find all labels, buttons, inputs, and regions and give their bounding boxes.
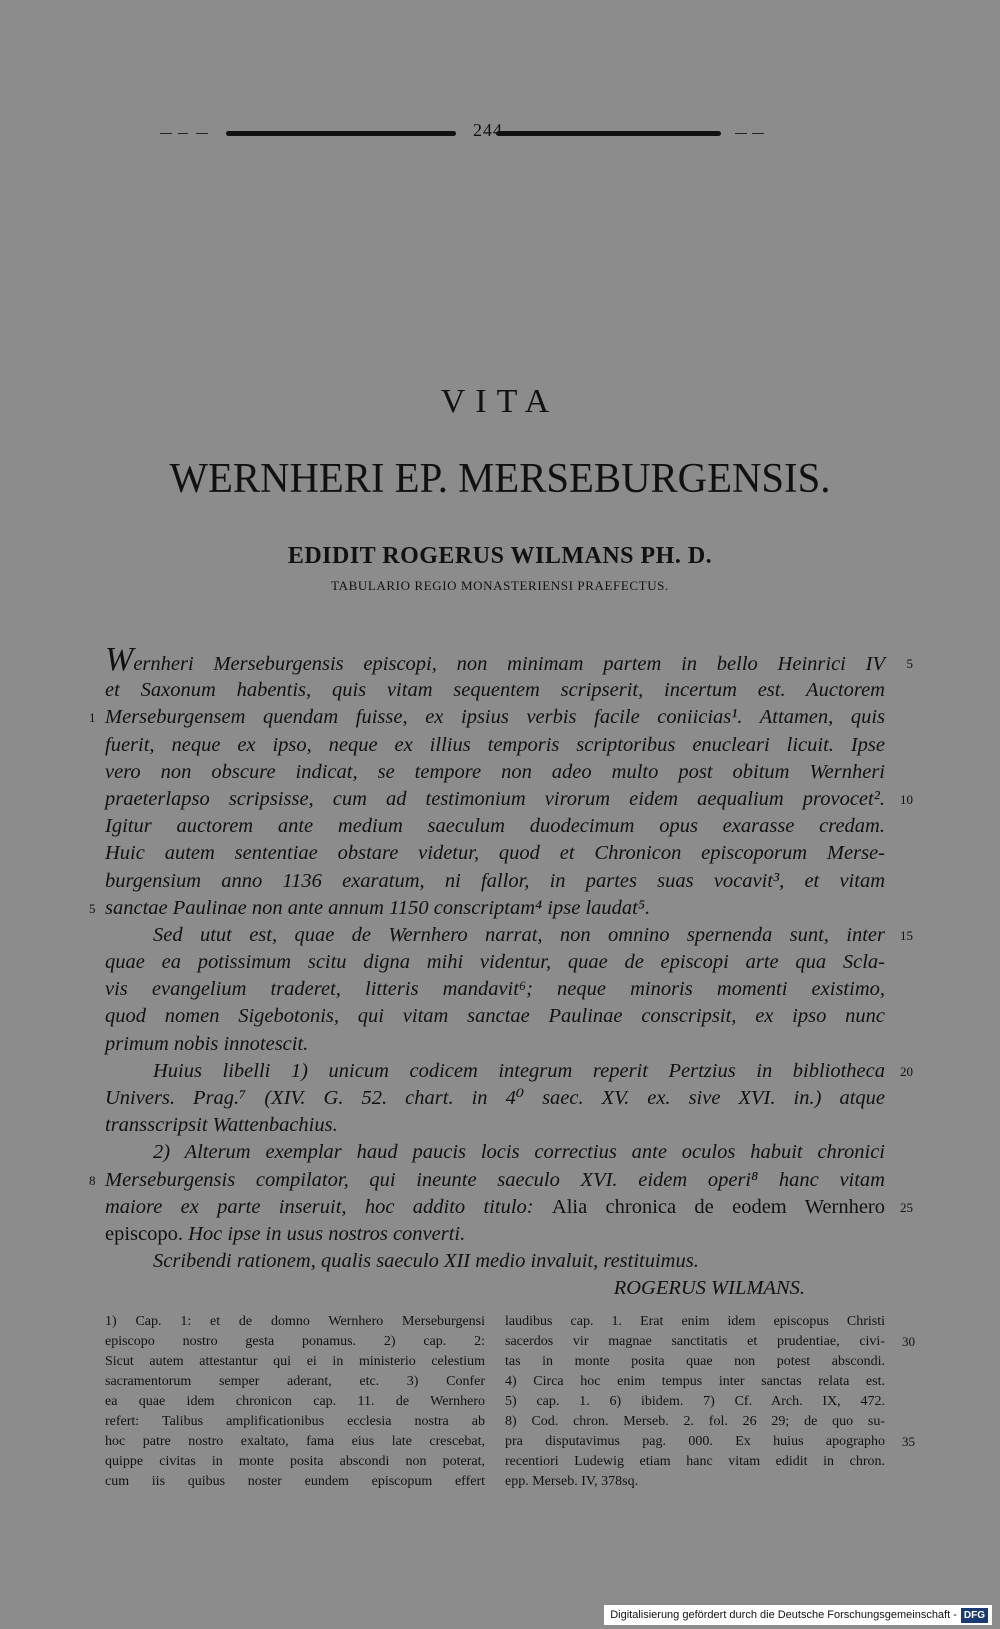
text-line: primum nobis innotescit. [105,1032,309,1055]
footnote-line: cum iis quibus noster eundem episcopum effert [105,1474,485,1489]
text-line: et Saxonum habentis, quis vitam sequentem scripserit, incertum est. Auctorem [105,679,885,702]
footnote-line: 1) Cap. 1: et de domno Wernhero Merseburgensi [105,1314,485,1329]
line-number: 5 [906,656,913,671]
text-line: Sed utut est, quae de Wernhero narrat, non omnino spernenda sunt, inter 15 [105,922,885,949]
editor-line: EDIDIT ROGERUS WILMANS PH. D. [287,543,713,569]
text-line: vero non obscure indicat, se tempore non adeo multo post obitum Wernheri [105,760,885,783]
footnote-line: epp. Merseb. IV, 378sq. [505,1474,639,1489]
footnote-line: sacramentorum semper aderant, etc. 3) Confer [105,1374,485,1389]
text-line: burgensium anno 1136 exaratum, ni fallor, in partes suas vocavit³, et vitam [105,869,885,892]
footnote-line: tas in monte posita quae non potest abscondi. [505,1354,885,1369]
line-number: 30 [902,1334,915,1349]
dfg-logo: DFG [961,1608,988,1623]
text-line: maiore ex parte inseruit, hoc addito titulo: Alia chronica de eodem Wernhero 25 [105,1194,885,1221]
digitization-credit [604,1605,992,1625]
text-line: Igitur auctorem ante medium saeculum duodecimum opus exarasse credam. [105,815,885,838]
source-line-mark: 8 [89,1172,96,1188]
text-line: Scribendi rationem, qualis saeculo XII medio invaluit, restituimus. [153,1250,699,1273]
page-title: WERNHERI EP. MERSEBURGENSIS. [169,456,831,502]
credit-text: Digitalisierung gefördert durch die Deutsche Forschungsgemeinschaft - [610,1609,957,1621]
title-vita: VITA [440,383,560,420]
line-number: 25 [900,1199,913,1215]
text-line: Huius libelli 1) unicum codicem integrum reperit Pertzius in bibliotheca 20 [105,1058,885,1085]
body-text [89,641,913,1303]
line-number: 15 [900,927,913,943]
line-number: 35 [902,1434,915,1449]
text-line: Wernheri Merseburgensis episcopi, non minimam partem in bello Heinrici IV 5 [105,641,913,678]
footnotes-left-column [105,1312,485,1492]
text-line: fuerit, neque ex ipso, neque ex illius temporis scriptoribus enucleari licuit. Ipse [105,733,885,756]
footnote-line: 4) Circa hoc enim tempus inter sanctas relata est. [505,1374,885,1389]
footnotes-right-column [505,1312,915,1492]
footnote-line: pra disputavimus pag. 000. Ex huius apographo 35 [505,1432,885,1452]
text-line: Huic autem sententiae obstare videtur, quod et Chronicon episcoporum Merse- [105,842,885,865]
page-number: 244 [473,120,503,140]
footnote-line: refert: Talibus amplificationibus ecclesia nostra ab [105,1414,485,1429]
text-line: quae ea potissimum scitu digna mihi videntur, quae de episcopi arte qua Scla- [105,951,885,974]
footnote-line: Sicut autem attestantur qui ei in ministerio celestium [105,1354,485,1369]
drop-cap: W [105,641,134,678]
footnote-line: recentiori Ludewig etiam hanc vitam edidit in chron. [505,1454,885,1469]
footnote-line: 5) cap. 1. 6) ibidem. 7) Cf. Arch. IX, 472. [505,1394,885,1409]
footnote-line: quippe civitas in monte posita abscondi non poterat, [105,1454,485,1469]
footnote-line: laudibus cap. 1. Erat enim idem episcopus Christi [505,1314,885,1329]
text-line: 1 Merseburgensem quendam fuisse, ex ipsius verbis facile coniicias¹. Attamen, quis [105,704,885,731]
line-number: 10 [900,791,913,807]
footnote-line: 8) Cod. chron. Merseb. 2. fol. 26 29; de quo su- [505,1414,885,1429]
text-line: 8 Merseburgensis compilator, qui ineunte saeculo XVI. eidem operi⁸ hanc vitam [105,1167,885,1194]
footnote-line: ea quae idem chronicon cap. 11. de Wernhero [105,1394,485,1409]
text-line: transscripsit Wattenbachius. [105,1114,338,1137]
line-number: 20 [900,1063,913,1079]
editor-subtitle: TABULARIO REGIO MONASTERIENSI PRAEFECTUS. [331,578,669,593]
text-line: quod nomen Sigebotonis, qui vitam sanctae Paulinae conscripsit, ex ipso nunc [105,1005,885,1028]
source-line-mark: 5 [89,900,96,916]
source-line-mark: 1 [89,710,96,726]
text-line: Univers. Prag.⁷ (XIV. G. 52. chart. in 4⁰ saec. XV. ex. sive XVI. in.) atque [105,1087,885,1109]
text-line: 5 sanctae Paulinae non ante annum 1150 conscriptam⁴ ipse laudat⁵. [105,895,885,922]
signature: ROGERUS WILMANS. [613,1277,805,1300]
text-line: praeterlapso scripsisse, cum ad testimonium virorum eidem aequalium provocet². 10 [105,786,885,813]
footnote-line: sacerdos vir magnae sanctitatis et prudentiae, civi- 30 [505,1332,885,1352]
text-line: vis evangelium traderet, litteris mandavit⁶; neque minoris momenti existimo, [105,978,885,1001]
footnote-line: hoc patre nostro exaltato, fama eius late crescebat, [105,1434,485,1449]
text-line: episcopo. Hoc ipse in usus nostros converti. [105,1222,466,1245]
text-line: 2) Alterum exemplar haud paucis locis correctius ante oculos habuit chronici [153,1141,885,1164]
footnote-line: episcopo nostro gesta ponamus. 2) cap. 2: [105,1334,485,1349]
